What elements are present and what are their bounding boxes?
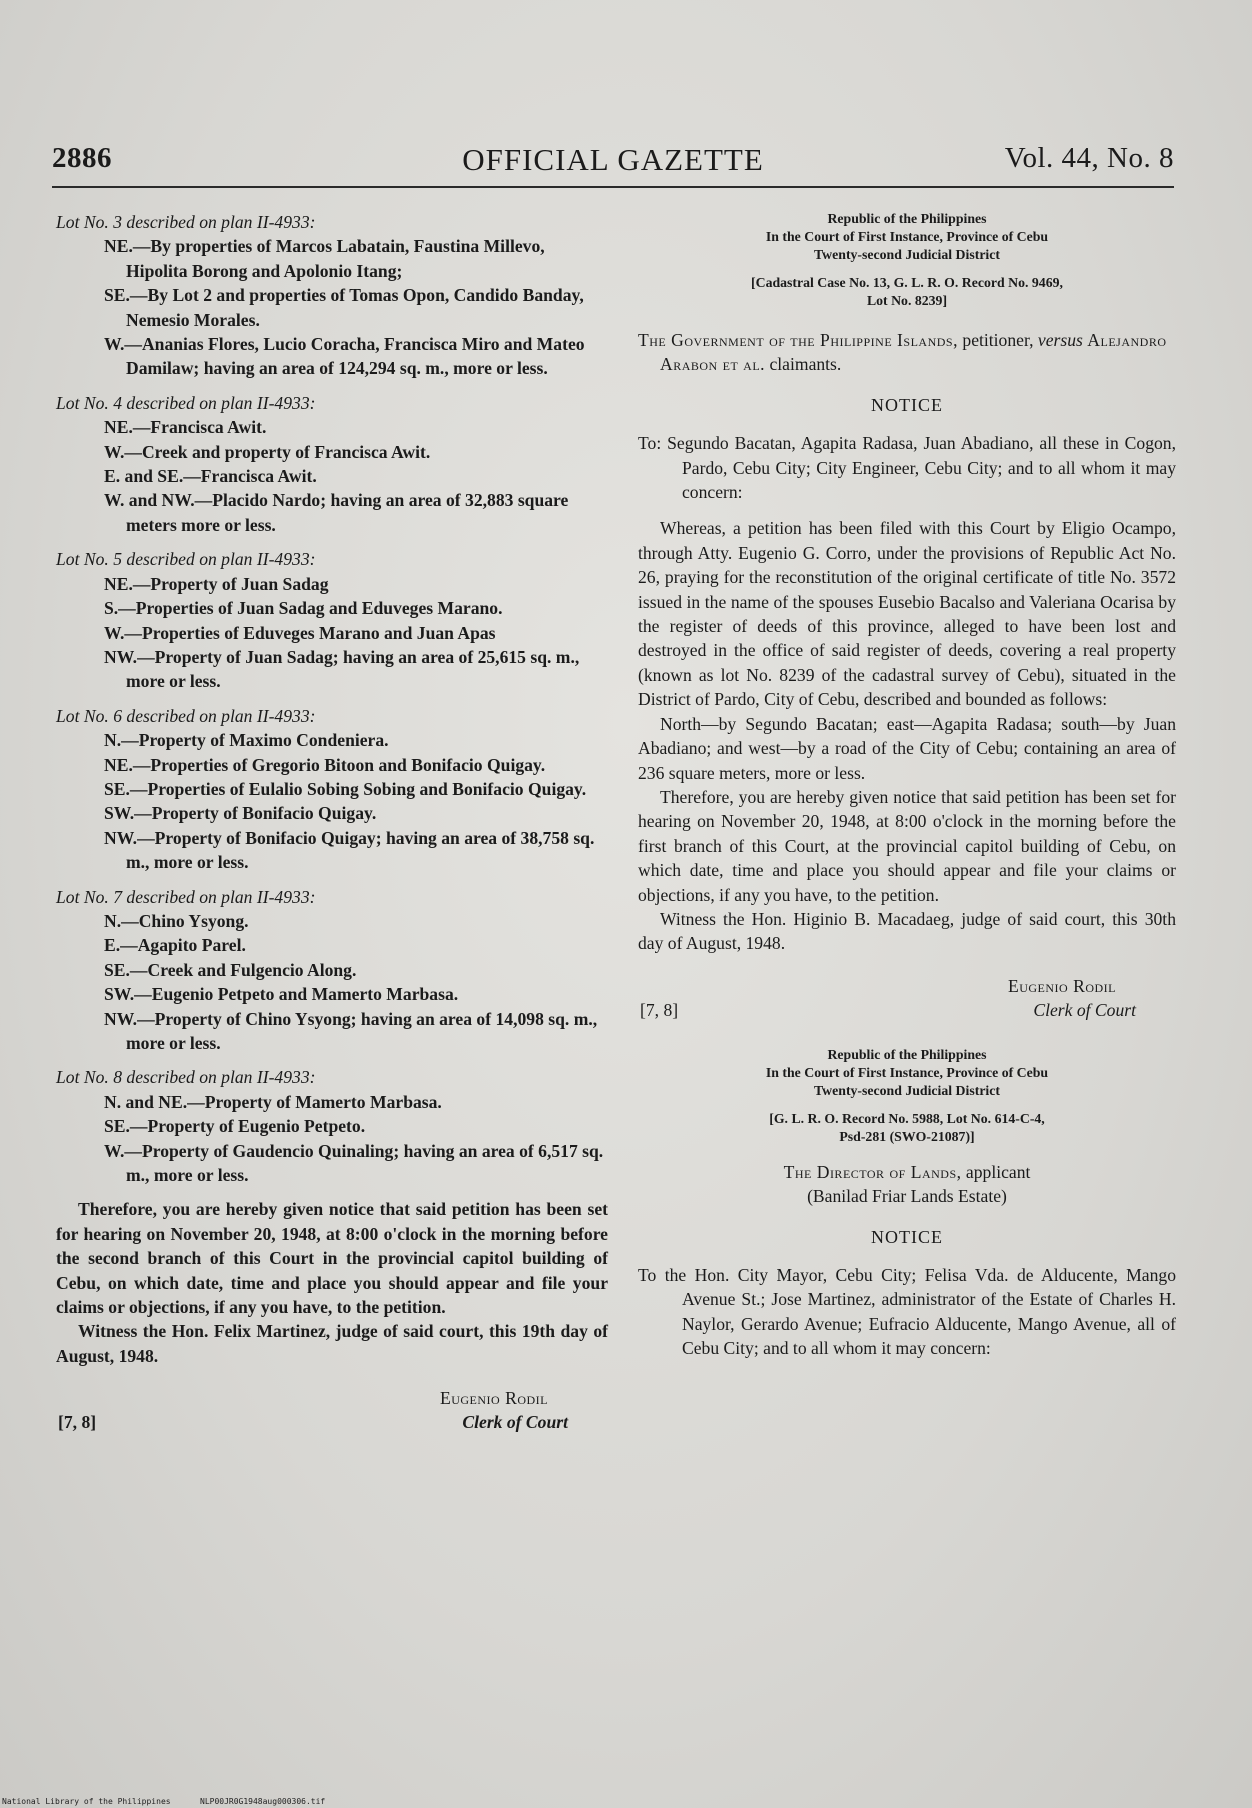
boundary: SE.—Properties of Eulalio Sobing Sobing and Bonifacio Quigay. [104,778,587,799]
lot-heading: Lot No. 7 described on plan II-4933: [56,886,316,907]
signer-title: Clerk of Court [462,1412,568,1433]
issue-ref: [7, 8] [58,1412,97,1433]
case-ref-line: Psd-281 (SWO-21087)] [839,1128,975,1144]
applicant-name: The Director of Lands, [783,1161,962,1182]
library-credit: National Library of the Philippines [2,1797,171,1806]
lot-3 [56,210,608,381]
boundary: E. and SE.—Francisca Awit. [104,466,317,487]
witness-paragraph: Witness the Hon. Higinio B. Macadaeg, judge of said court, this 30th day of August, 1948. [638,908,1176,954]
court-line: Twenty-second Judicial District [814,1082,1000,1098]
signature-block [638,974,1176,1032]
versus-word: versus [1037,330,1083,350]
boundary: NE.—Francisca Awit. [104,417,267,438]
boundary: E.—Agapito Parel. [104,935,246,956]
boundary: W.—Ananias Flores, Lucio Coracha, Francisca Miro and Mateo Damilaw; having an area of 124,294 sq. m., more or less. [104,334,585,379]
notice-title: NOTICE [871,394,943,415]
signature-block [56,1386,608,1444]
lot-heading: Lot No. 8 described on plan II-4933: [56,1067,316,1088]
hearing-paragraph: Therefore, you are hereby given notice that said petition has been set for hearing on November 20, 1948, at 8:00 o'clock in the morning before the second branch of this Court in the provincial capitol building of Cebu, on which date, time and place you should appear and file your claims or objections, if any you have, to the petition. [56,1199,608,1318]
signer-name: Eugenio Rodil [439,1388,548,1409]
boundary: SW.—Eugenio Petpeto and Mamerto Marbasa. [104,984,459,1005]
lot-heading: Lot No. 4 described on plan II-4933: [56,392,316,413]
estate-name: (Banilad Friar Lands Estate) [807,1186,1007,1207]
boundary: NW.—Property of Bonifacio Quigay; having an area of 38,758 sq. m., more or less. [104,827,595,873]
court-heading [638,210,1176,264]
scan-footer [0,1796,1252,1808]
boundary: W.—Property of Gaudencio Quinaling; having an area of 6,517 sq. m., more or less. [104,1140,604,1186]
boundary: W.—Properties of Eduveges Marano and Juan Apas [104,622,496,643]
boundary: N. and NE.—Property of Mamerto Marbasa. [104,1091,442,1112]
applicant-line [638,1160,1176,1184]
boundary: SE.—Property of Eugenio Petpeto. [104,1116,366,1137]
signer-name: Eugenio Rodil [1007,975,1116,996]
lot-heading: Lot No. 6 described on plan II-4933: [56,705,316,726]
page-header [52,142,1174,186]
lot-heading: Lot No. 5 described on plan II-4933: [56,549,316,570]
right-column [638,210,1176,1361]
boundary: NE.—Property of Juan Sadag [104,573,329,594]
court-line: In the Court of First Instance, Province of Cebu [765,1064,1049,1080]
signer-title: Clerk of Court [1033,999,1136,1020]
page-number: 2886 [52,142,112,174]
volume-issue: Vol. 44, No. 8 [1004,142,1174,174]
boundary: S.—Properties of Juan Sadag and Eduveges Marano. [104,598,503,619]
publication-title: OFFICIAL GAZETTE [462,142,764,177]
boundary: SE.—Creek and Fulgencio Along. [104,959,357,980]
bounds-paragraph: North—by Segundo Bacatan; east—Agapita Radasa; south—by Juan Abadiano; and west—by a road of the City of Cebu; containing an area of 236 square meters, more or less. [638,713,1176,783]
lot-heading: Lot No. 3 described on plan II-4933: [56,212,316,232]
case-ref-line: [G. L. R. O. Record No. 5988, Lot No. 614-C-4, [769,1110,1045,1126]
scan-filename: NLP00JR0G1948aug000306.tif [200,1797,326,1806]
boundary: NW.—Property of Juan Sadag; having an area of 25,615 sq. m., more or less. [104,646,580,692]
boundary: SW.—Property of Bonifacio Quigay. [104,803,377,824]
court-line: In the Court of First Instance, Province of Cebu [765,229,1049,244]
issue-ref: [7, 8] [640,999,679,1020]
boundary: NW.—Property of Chino Ysyong; having an area of 14,098 sq. m., more or less. [104,1008,598,1053]
boundary: W.—Creek and property of Francisca Awit. [104,441,431,462]
notice-cadastral [638,210,1176,1032]
boundary: NE.—Properties of Gregorio Bitoon and Bonifacio Quigay. [104,754,546,775]
lot-7 [56,885,608,1056]
case-ref-line: Lot No. 8239] [866,293,948,308]
header-rule [52,186,1174,188]
case-ref-line: [Cadastral Case No. 13, G. L. R. O. Record No. 9469, [751,275,1063,290]
left-column [56,210,608,1444]
claimants-role: claimants. [769,354,842,375]
boundary: SE.—By Lot 2 and properties of Tomas Opon, Candido Banday, Nemesio Morales. [104,285,584,330]
case-reference [638,274,1176,310]
lot-5 [56,547,608,693]
hearing-paragraph: Therefore, you are hereby given notice that said petition has been set for hearing on November 20, 1948, at 8:00 o'clock in the morning before the first branch of this Court, at the provincial capitol building of Cebu, on which date, time and place you should appear and file your claims or objections, if any you have, to the petition. [638,786,1176,905]
claimants-name: Alejandro Arabon et al. [660,330,1167,375]
case-reference [638,1110,1176,1146]
petitioner-name: The Government of the Philippine Islands, [638,330,958,350]
parties [638,328,1176,377]
addressees: To the Hon. City Mayor, Cebu City; Felisa Vda. de Alducente, Mango Avenue St.; Jose Martinez, administrator of the Estate of Charles H. Naylor, Gerardo Avenue; Eufracio Alducente, Mango Avenue, all of Cebu City; and to all whom it may concern: [638,1264,1176,1359]
boundary: W. and NW.—Placido Nardo; having an area of 32,883 square meters more or less. [104,490,569,535]
lot-8 [56,1065,608,1187]
lot-6 [56,704,608,875]
applicant-role: applicant [965,1161,1031,1182]
boundary: N.—Property of Maximo Condeniera. [104,730,389,751]
boundary: N.—Chino Ysyong. [104,910,249,931]
petitioner-role: petitioner, [962,330,1034,350]
boundary: NE.—By properties of Marcos Labatain, Faustina Millevo, Hipolita Borong and Apolonio Itang; [104,236,545,281]
court-line: Twenty-second Judicial District [814,247,1000,262]
court-line: Republic of the Philippines [827,211,987,226]
lot-4 [56,391,608,537]
notice-title: NOTICE [871,1226,943,1247]
notice-friar-lands [638,1046,1176,1361]
court-line: Republic of the Philippines [827,1046,987,1062]
whereas-paragraph: Whereas, a petition has been filed with this Court by Eligio Ocampo, through Atty. Eugenio G. Corro, under the provisions of Republic Act No. 26, praying for the reconstitution of the original certificate of title No. 3572 issued in the name of the spouses Eusebio Bacalso and Valeriana Ocarisa by the register of deeds of this province, alleged to have been lost and destroyed in the office of said register of deeds, covering a real property (known as lot No. 8239 of the cadastral survey of Cebu), situated in the District of Pardo, City of Cebu, described and bounded as follows: [638,518,1176,710]
addressees: To: Segundo Bacatan, Agapita Radasa, Juan Abadiano, all these in Cogon, Pardo, Cebu City; City Engineer, Cebu City; and to all whom it may concern: [638,433,1176,503]
witness-paragraph: Witness the Hon. Felix Martinez, judge of said court, this 19th day of August, 1948. [56,1321,608,1366]
court-heading [638,1046,1176,1100]
